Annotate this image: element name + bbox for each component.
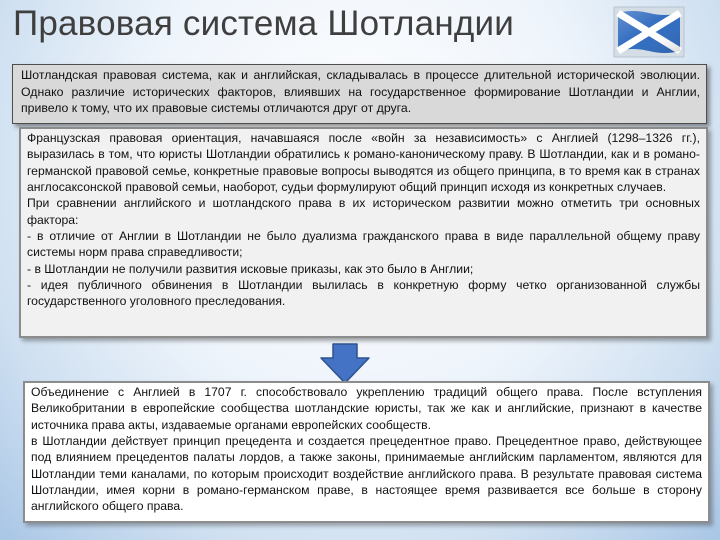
main-box (19, 127, 708, 338)
intro-text: Шотландская правовая система, как и английская, складывалась в процессе длительной исторической эволюции. Однако различие исторических факторов, влиявших на государственное формирование Шотландии и Англии, привело к тому, что их правовые системы отличаются друг от друга. (21, 68, 700, 116)
factor-item-2: - в Шотландии не получили развития исковые приказы, как это было в Англии; (27, 261, 474, 276)
scotland-flag-icon (613, 6, 685, 58)
slide-title: Правовая система Шотландии (13, 4, 514, 43)
intro-box (12, 64, 707, 124)
factor-item-3: - идея публичного обвинения в Шотландии вылилась в конкретную форму четко организованной службы государственного уголовного преследования. (27, 278, 700, 309)
result-box (23, 381, 710, 523)
result-paragraph-1: Объединение с Англией в 1707 г. способствовало укреплению традиций общего права. После вступления Великобритании в европейские сообщества шотландские юристы, так же как и английские, признают в качестве источника права акты, издаваемые органами европейских сообществ. (31, 385, 702, 432)
arrow-down-icon (319, 343, 371, 385)
main-paragraph-1: Французская правовая ориентация, начавшаяся после «войн за независимость» с Англией (1298–1326 гг.), выразилась в том, что юристы Шотландии обратились к романо-каноническому праву. В Шотландии, как и в романо-германской правовой семье, конкретные правовые вопросы выводятся из общего принципа, в то время как в странах англосаксонской правовой семьи, наоборот, судьи формулируют общий принцип исходя из конкретных случаев. (27, 131, 700, 195)
result-paragraph-2: в Шотландии действует принцип прецедента и создается прецедентное право. Прецедентное право, действующее под влиянием прецедентов палаты лордов, а также законы, принимаемые английским парламентом, являются для Шотландии теми каналами, по которым происходит воздействие английского права. В результате правовая система Шотландии, имея корни в романо-германском праве, в настоящее время развивается все больше в сторону английского общего права. (31, 434, 702, 514)
factor-item-1: - в отличие от Англии в Шотландии не было дуализма гражданского права в виде параллельной общему праву системы норм права справедливости; (27, 229, 700, 260)
main-paragraph-2: При сравнении английского и шотландского права в их историческом развитии можно отметить три основных фактора: (27, 196, 700, 227)
